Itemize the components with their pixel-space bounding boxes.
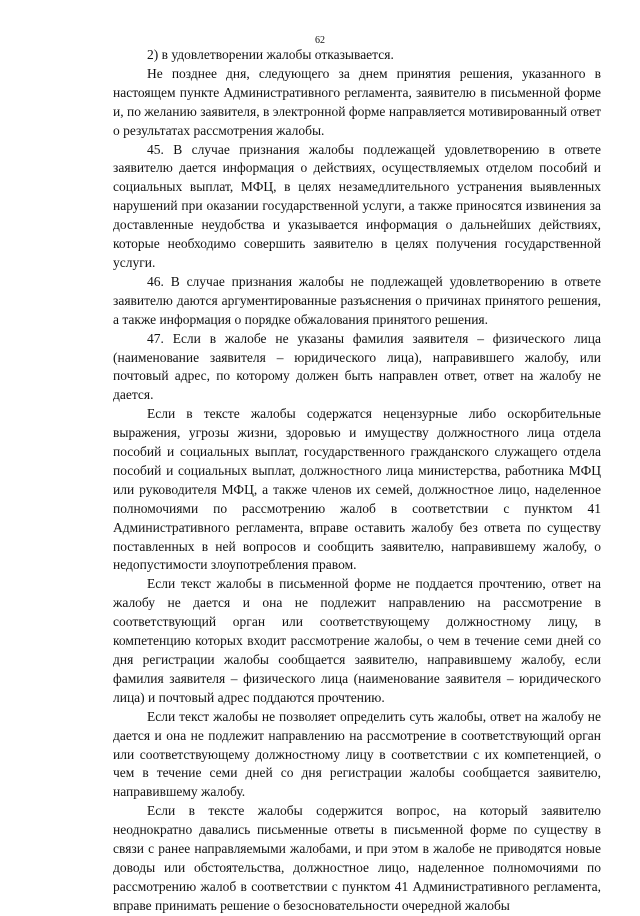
paragraph-undefined-essence: Если текст жалобы не позволяет определить суть жалобы, ответ на жалобу не дается и она не подлежит направлению на рассмотрение в соответствующий орган или соответствующему должностному лицу в соответствии с их компетенцией, о чем в течение семи дней со дня регистрации жалобы сообщается заявителю, направившему жалобу. — [113, 708, 601, 800]
paragraph-45: 45. В случае признания жалобы подлежащей удовлетворению в ответе заявителю дается информация о действиях, осуществляемых отделом пособий и социальных выплат, МФЦ, в целях незамедлительного устранения выявленных нарушений при оказании государственной услуги, а также приносятся извинения за доставленные неудобства и указывается информация о дальнейших действиях, которые необходимо совершить заявителю в целях получения государственной услуги. — [113, 141, 601, 270]
page-number: 62 — [315, 35, 325, 46]
paragraph-47: 47. Если в жалобе не указаны фамилия заявителя – физического лица (наименование заявителя – юридического лица), направившего жалобу, или почтовый адрес, по которому должен быть направлен ответ, ответ на жалобу не дается. — [113, 330, 601, 403]
paragraph-repeated-question: Если в тексте жалобы содержится вопрос, на который заявителю неоднократно давались письменные ответы в письменной форме по существу в связи с ранее направляемыми жалобами, и при этом в жалобе не приводятся новые доводы или обстоятельства, должностное лицо, наделенное полномочиями по рассмотрению жалоб в соответствии с пунктом 41 Административного регламента, вправе принимать решение о безосновательности очередной жалобы — [113, 803, 601, 913]
paragraph-refusal: 2) в удовлетворении жалобы отказывается. — [147, 47, 394, 62]
document-body — [113, 46, 601, 916]
paragraph-offensive-language: Если в тексте жалобы содержатся нецензурные либо оскорбительные выражения, угрозы жизни, здоровью и имуществу должностного лица отдела пособий и социальных выплат, государственного гражданского служащего отдела пособий и социальных выплат, должностного лица министерства, работника МФЦ или руководителя МФЦ, а также членов их семей, должностное лицо, наделенное полномочиями по рассмотрению жалоб в соответствии с пунктом 41 Административного регламента, вправе оставить жалобу без ответа по существу поставленных в ней вопросов и сообщить заявителю, направившему жалобу, о недопустимости злоупотребления правом. — [113, 406, 601, 573]
paragraph-unreadable-text: Если текст жалобы в письменной форме не поддается прочтению, ответ на жалобу не дается и она не подлежит направлению на рассмотрение в соответствующий орган или соответствующему должностному лицу, в компетенцию которых входит рассмотрение жалобы, о чем в течение семи дней со дня регистрации жалобы сообщается заявителю, направившему жалобу, если фамилия заявителя – физического лица (наименование заявителя – юридического лица) и почтовый адрес поддаются прочтению. — [113, 576, 601, 705]
paragraph-response-deadline: Не позднее дня, следующего за днем принятия решения, указанного в настоящем пункте Административного регламента, заявителю в письменной форме и, по желанию заявителя, в электронной форме направляется мотивированный ответ о результатах рассмотрения жалобы. — [113, 65, 601, 138]
paragraph-46: 46. В случае признания жалобы не подлежащей удовлетворению в ответе заявителю даются аргументированные разъяснения о причинах принятого решения, а также информация о порядке обжалования принятого решения. — [113, 273, 601, 327]
